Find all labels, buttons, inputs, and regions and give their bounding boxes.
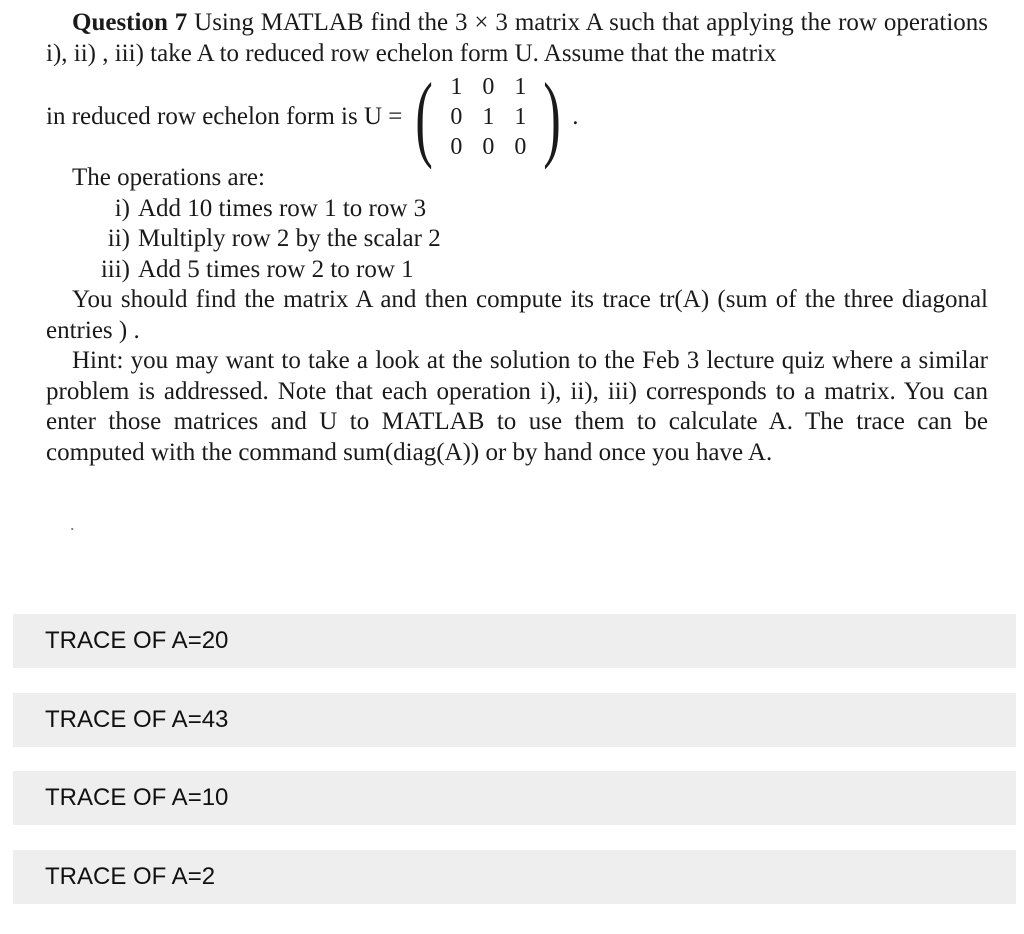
matrix-cell: 1 (514, 74, 527, 100)
matrix-cell: 1 (450, 74, 463, 100)
answer-option[interactable]: TRACE OF A=43 (13, 693, 1016, 747)
answer-option[interactable]: TRACE OF A=10 (13, 771, 1016, 825)
matrix-U (408, 63, 568, 170)
operations-list (46, 194, 988, 286)
matrix-cell: 0 (450, 104, 463, 130)
operation-item (46, 255, 988, 286)
matrix-cell: 0 (482, 134, 495, 160)
matrix-cell: 0 (482, 74, 495, 100)
answer-option[interactable]: TRACE OF A=2 (13, 850, 1016, 904)
stray-dot: . (70, 514, 75, 534)
operation-number: i) (114, 194, 130, 222)
answer-option[interactable]: TRACE OF A=20 (13, 614, 1016, 668)
matrix-cell: 1 (514, 104, 527, 130)
question-intro (46, 8, 988, 69)
question-intro-text: Using MATLAB find the 3 × 3 matrix A such that applying the row operations i), ii) , iii) take A to reduced row echelon form U. Assume that the matrix (46, 9, 988, 67)
matrix-cell: 0 (450, 134, 463, 160)
right-paren: ) (543, 63, 562, 170)
operation-number: ii) (107, 225, 130, 252)
matrix-grid (440, 72, 536, 162)
left-paren: ( (415, 63, 434, 170)
operation-number: iii) (100, 255, 130, 283)
operation-text: Add 10 times row 1 to row 3 (138, 194, 427, 222)
hint-text: Hint: you may want to take a look at the solution to the Feb 3 lecture quiz where a similar problem is addressed. Note that each operation i), ii), iii) corresponds to a matrix. You can enter those matrices and U to MATLAB to use them to calculate A. The trace can be computed with the command sum(diag(A)) or by hand once you have A. (46, 347, 988, 466)
matrix-cell: 1 (482, 104, 495, 130)
operation-item (46, 194, 988, 225)
operations-title: The operations are: (72, 164, 265, 191)
question-block (46, 6, 988, 468)
operation-text: Add 5 times row 2 to row 1 (138, 255, 414, 283)
operation-text: Multiply row 2 by the scalar 2 (138, 225, 441, 252)
find-text: You should find the matrix A and then compute its trace tr(A) (sum of the three diagonal entries ) . (46, 286, 988, 344)
answer-options (13, 614, 1016, 928)
matrix-suffix: . (572, 102, 579, 130)
matrix-cell: 0 (514, 134, 527, 160)
matrix-prefix: in reduced row echelon form is U = (46, 102, 403, 130)
operation-item (46, 224, 988, 255)
matrix-line (46, 63, 988, 170)
question-label: Question 7 (72, 9, 188, 36)
